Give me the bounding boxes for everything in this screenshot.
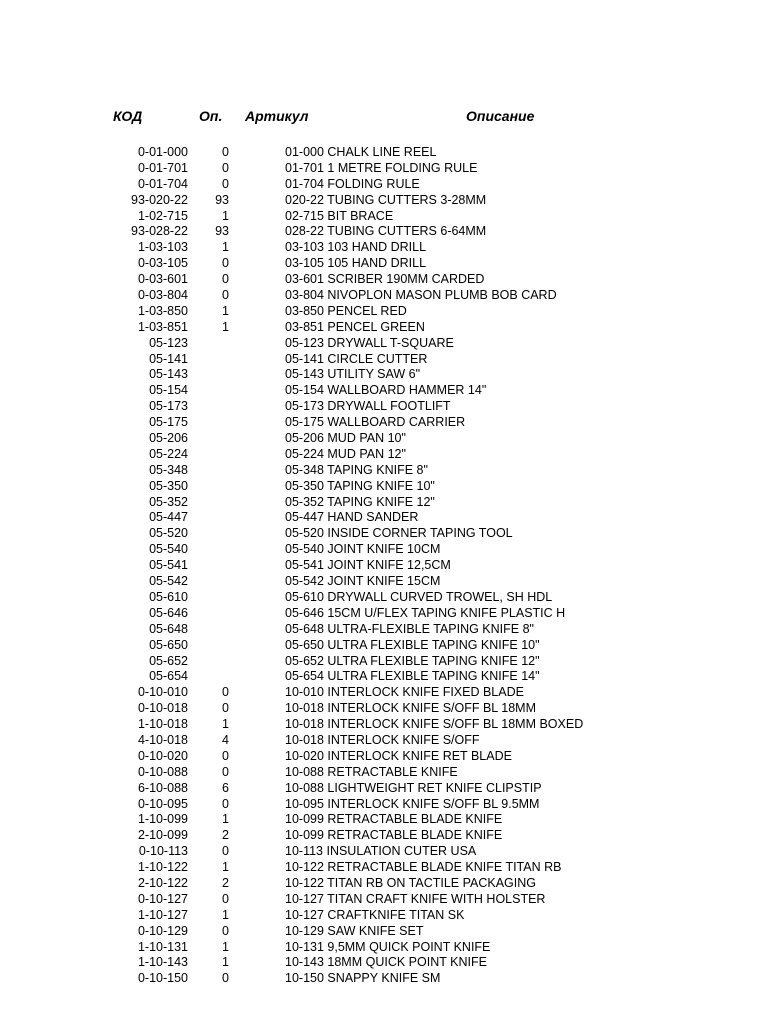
cell-kod: 05-143 bbox=[149, 367, 188, 382]
cell-description: 10-088 RETRACTABLE KNIFE bbox=[285, 764, 458, 779]
cell-description: 10-020 INTERLOCK KNIFE RET BLADE bbox=[285, 748, 512, 763]
cell-description: 05-610 DRYWALL CURVED TROWEL, SH HDL bbox=[285, 589, 553, 604]
table-row bbox=[0, 701, 768, 717]
table-row bbox=[0, 542, 768, 558]
table-row bbox=[0, 749, 768, 765]
cell-op: 0 bbox=[222, 844, 229, 859]
cell-description: 01-000 CHALK LINE REEL bbox=[285, 145, 437, 159]
cell-description: 05-646 15CM U/FLEX TAPING KNIFE PLASTIC H bbox=[285, 605, 566, 620]
cell-description: 05-654 ULTRA FLEXIBLE TAPING KNIFE 14" bbox=[285, 669, 540, 684]
table-row bbox=[0, 654, 768, 670]
table-row bbox=[0, 272, 768, 288]
cell-op: 0 bbox=[222, 891, 229, 906]
table-row bbox=[0, 892, 768, 908]
cell-op: 0 bbox=[222, 272, 229, 287]
cell-description: 10-122 RETRACTABLE BLADE KNIFE TITAN RB bbox=[285, 860, 562, 875]
table-row bbox=[0, 463, 768, 479]
cell-description: 10-127 CRAFTKNIFE TITAN SK bbox=[285, 907, 465, 922]
table-row bbox=[0, 320, 768, 336]
cell-op: 4 bbox=[222, 732, 229, 747]
cell-description: 05-141 CIRCLE CUTTER bbox=[285, 351, 428, 366]
table-row bbox=[0, 558, 768, 574]
cell-kod: 05-654 bbox=[149, 669, 188, 684]
cell-kod: 05-123 bbox=[149, 335, 188, 350]
header-description: Описание bbox=[466, 108, 535, 124]
cell-kod: 0-03-601 bbox=[137, 272, 188, 287]
cell-kod: 2-10-099 bbox=[137, 828, 188, 843]
table-row bbox=[0, 415, 768, 431]
cell-kod: 05-447 bbox=[149, 510, 188, 525]
cell-kod: 05-352 bbox=[149, 494, 188, 509]
cell-op: 1 bbox=[222, 208, 229, 223]
cell-kod: 1-02-715 bbox=[137, 208, 188, 223]
table-row bbox=[0, 177, 768, 193]
cell-description: 020-22 TUBING CUTTERS 3-28MM bbox=[285, 192, 487, 207]
cell-op: 0 bbox=[222, 685, 229, 700]
cell-description: 10-018 INTERLOCK KNIFE S/OFF BL 18MM bbox=[285, 701, 536, 716]
cell-description: 03-851 PENCEL GREEN bbox=[285, 319, 425, 334]
table-row bbox=[0, 924, 768, 940]
table-row bbox=[0, 495, 768, 511]
table-row bbox=[0, 765, 768, 781]
cell-kod: 93-028-22 bbox=[131, 224, 188, 239]
cell-op: 0 bbox=[222, 796, 229, 811]
cell-kod: 05-173 bbox=[149, 399, 188, 414]
cell-kod: 05-520 bbox=[149, 526, 188, 541]
cell-description: 01-701 1 METRE FOLDING RULE bbox=[285, 160, 478, 175]
cell-kod: 0-01-000 bbox=[137, 145, 188, 159]
cell-op: 0 bbox=[222, 160, 229, 175]
cell-kod: 05-350 bbox=[149, 478, 188, 493]
cell-description: 05-173 DRYWALL FOOTLIFT bbox=[285, 399, 451, 414]
cell-op: 0 bbox=[222, 971, 229, 986]
table-row bbox=[0, 145, 768, 161]
cell-description: 05-350 TAPING KNIFE 10" bbox=[285, 478, 435, 493]
table-row bbox=[0, 860, 768, 876]
cell-op: 1 bbox=[222, 907, 229, 922]
cell-description: 05-224 MUD PAN 12" bbox=[285, 446, 406, 461]
cell-description: 05-143 UTILITY SAW 6" bbox=[285, 367, 421, 382]
table-row bbox=[0, 685, 768, 701]
header-kod: КОД bbox=[113, 108, 143, 124]
cell-kod: 05-348 bbox=[149, 462, 188, 477]
cell-kod: 1-10-143 bbox=[137, 955, 188, 970]
cell-op: 1 bbox=[222, 717, 229, 732]
table-row bbox=[0, 193, 768, 209]
cell-description: 10-095 INTERLOCK KNIFE S/OFF BL 9.5MM bbox=[285, 796, 540, 811]
cell-op: 1 bbox=[222, 303, 229, 318]
cell-kod: 0-10-127 bbox=[137, 891, 188, 906]
cell-kod: 05-154 bbox=[149, 383, 188, 398]
table-row bbox=[0, 590, 768, 606]
table-row bbox=[0, 288, 768, 304]
cell-kod: 0-10-088 bbox=[137, 764, 188, 779]
table-row bbox=[0, 447, 768, 463]
cell-description: 02-715 BIT BRACE bbox=[285, 208, 394, 223]
cell-kod: 1-03-851 bbox=[137, 319, 188, 334]
table-row bbox=[0, 797, 768, 813]
cell-description: 05-542 JOINT KNIFE 15CM bbox=[285, 574, 441, 589]
cell-description: 05-206 MUD PAN 10" bbox=[285, 431, 406, 446]
cell-op: 0 bbox=[222, 764, 229, 779]
cell-description: 05-648 ULTRA-FLEXIBLE TAPING KNIFE 8" bbox=[285, 621, 534, 636]
cell-kod: 1-10-018 bbox=[137, 717, 188, 732]
table-row bbox=[0, 669, 768, 685]
cell-op: 0 bbox=[222, 145, 229, 159]
cell-kod: 0-10-129 bbox=[137, 923, 188, 938]
table-row bbox=[0, 876, 768, 892]
cell-kod: 05-141 bbox=[149, 351, 188, 366]
cell-description: 05-520 INSIDE CORNER TAPING TOOL bbox=[285, 526, 513, 541]
cell-description: 10-150 SNAPPY KNIFE SM bbox=[285, 971, 441, 986]
cell-op: 1 bbox=[222, 860, 229, 875]
cell-description: 05-175 WALLBOARD CARRIER bbox=[285, 415, 466, 430]
cell-description: 03-850 PENCEL RED bbox=[285, 303, 407, 318]
table-row bbox=[0, 812, 768, 828]
table-row bbox=[0, 161, 768, 177]
cell-kod: 0-10-020 bbox=[137, 748, 188, 763]
table-row bbox=[0, 638, 768, 654]
cell-description: 01-704 FOLDING RULE bbox=[285, 176, 420, 191]
table-row bbox=[0, 844, 768, 860]
cell-kod: 05-206 bbox=[149, 431, 188, 446]
cell-description: 10-122 TITAN RB ON TACTILE PACKAGING bbox=[285, 875, 536, 890]
table-row bbox=[0, 940, 768, 956]
table-row bbox=[0, 733, 768, 749]
table-row bbox=[0, 224, 768, 240]
cell-op: 0 bbox=[222, 923, 229, 938]
table-row bbox=[0, 606, 768, 622]
table-row bbox=[0, 383, 768, 399]
cell-kod: 1-03-850 bbox=[137, 303, 188, 318]
table-body bbox=[0, 145, 768, 987]
cell-description: 03-804 NIVOPLON MASON PLUMB BOB CARD bbox=[285, 288, 557, 303]
cell-description: 05-541 JOINT KNIFE 12,5CM bbox=[285, 558, 451, 573]
table-row bbox=[0, 352, 768, 368]
cell-description: 10-143 18MM QUICK POINT KNIFE bbox=[285, 955, 487, 970]
cell-op: 1 bbox=[222, 240, 229, 255]
table-row bbox=[0, 971, 768, 987]
table-row bbox=[0, 622, 768, 638]
cell-description: 03-105 105 HAND DRILL bbox=[285, 256, 427, 271]
table-row bbox=[0, 908, 768, 924]
table-row bbox=[0, 304, 768, 320]
cell-description: 10-127 TITAN CRAFT KNIFE WITH HOLSTER bbox=[285, 891, 546, 906]
cell-op: 6 bbox=[222, 780, 229, 795]
cell-op: 0 bbox=[222, 748, 229, 763]
cell-description: 10-018 INTERLOCK KNIFE S/OFF BL 18MM BOXED bbox=[285, 717, 584, 732]
cell-description: 028-22 TUBING CUTTERS 6-64MM bbox=[285, 224, 487, 239]
cell-op: 0 bbox=[222, 701, 229, 716]
cell-kod: 0-03-804 bbox=[137, 288, 188, 303]
table-row bbox=[0, 955, 768, 971]
cell-kod: 1-10-122 bbox=[137, 860, 188, 875]
cell-description: 10-088 LIGHTWEIGHT RET KNIFE CLIPSTIP bbox=[285, 780, 542, 795]
cell-kod: 1-10-099 bbox=[137, 812, 188, 827]
table-header bbox=[0, 108, 768, 128]
cell-description: 10-129 SAW KNIFE SET bbox=[285, 923, 424, 938]
cell-kod: 05-652 bbox=[149, 653, 188, 668]
cell-kod: 0-10-150 bbox=[137, 971, 188, 986]
cell-kod: 05-646 bbox=[149, 605, 188, 620]
cell-kod: 05-650 bbox=[149, 637, 188, 652]
cell-description: 10-018 INTERLOCK KNIFE S/OFF bbox=[285, 732, 480, 747]
cell-description: 10-099 RETRACTABLE BLADE KNIFE bbox=[285, 812, 503, 827]
cell-op: 0 bbox=[222, 288, 229, 303]
cell-kod: 05-610 bbox=[149, 589, 188, 604]
table-row bbox=[0, 240, 768, 256]
cell-kod: 2-10-122 bbox=[137, 875, 188, 890]
cell-kod: 05-648 bbox=[149, 621, 188, 636]
cell-kod: 1-03-103 bbox=[137, 240, 188, 255]
cell-kod: 0-10-113 bbox=[138, 844, 188, 859]
cell-kod: 0-01-704 bbox=[137, 176, 188, 191]
cell-kod: 0-01-701 bbox=[137, 160, 188, 175]
cell-kod: 0-10-018 bbox=[137, 701, 188, 716]
cell-kod: 4-10-018 bbox=[137, 732, 188, 747]
cell-description: 10-099 RETRACTABLE BLADE KNIFE bbox=[285, 828, 503, 843]
cell-description: 05-123 DRYWALL T-SQUARE bbox=[285, 335, 454, 350]
cell-op: 0 bbox=[222, 256, 229, 271]
cell-description: 03-601 SCRIBER 190MM CARDED bbox=[285, 272, 485, 287]
table-row bbox=[0, 256, 768, 272]
table-row bbox=[0, 336, 768, 352]
header-op: Оп. bbox=[199, 108, 223, 124]
cell-kod: 05-175 bbox=[149, 415, 188, 430]
table-row bbox=[0, 399, 768, 415]
table-row bbox=[0, 510, 768, 526]
cell-kod: 05-542 bbox=[149, 574, 188, 589]
cell-description: 10-131 9,5MM QUICK POINT KNIFE bbox=[285, 939, 491, 954]
header-article: Артикул bbox=[245, 108, 309, 124]
cell-op: 1 bbox=[222, 939, 229, 954]
cell-kod: 0-10-010 bbox=[137, 685, 188, 700]
cell-description: 05-650 ULTRA FLEXIBLE TAPING KNIFE 10" bbox=[285, 637, 540, 652]
cell-op: 1 bbox=[222, 319, 229, 334]
table-row bbox=[0, 574, 768, 590]
table-row bbox=[0, 479, 768, 495]
table-row bbox=[0, 367, 768, 383]
cell-kod: 1-10-131 bbox=[137, 939, 188, 954]
table-row bbox=[0, 209, 768, 225]
cell-kod: 0-03-105 bbox=[137, 256, 188, 271]
cell-op: 2 bbox=[222, 828, 229, 843]
table-row bbox=[0, 431, 768, 447]
table-row bbox=[0, 717, 768, 733]
cell-op: 93 bbox=[215, 224, 229, 239]
cell-op: 1 bbox=[222, 812, 229, 827]
cell-op: 0 bbox=[222, 176, 229, 191]
cell-kod: 0-10-095 bbox=[137, 796, 188, 811]
cell-description: 10-113 INSULATION CUTER USA bbox=[285, 844, 477, 859]
cell-description: 05-154 WALLBOARD HAMMER 14" bbox=[285, 383, 487, 398]
cell-op: 2 bbox=[222, 875, 229, 890]
cell-kod: 6-10-088 bbox=[137, 780, 188, 795]
cell-description: 05-540 JOINT KNIFE 10CM bbox=[285, 542, 441, 557]
table-row bbox=[0, 781, 768, 797]
cell-description: 10-010 INTERLOCK KNIFE FIXED BLADE bbox=[285, 685, 524, 700]
table-row bbox=[0, 828, 768, 844]
cell-description: 03-103 103 HAND DRILL bbox=[285, 240, 427, 255]
cell-description: 05-352 TAPING KNIFE 12" bbox=[285, 494, 435, 509]
table-row bbox=[0, 526, 768, 542]
cell-description: 05-348 TAPING KNIFE 8" bbox=[285, 462, 428, 477]
cell-kod: 05-224 bbox=[149, 446, 188, 461]
cell-kod: 05-541 bbox=[149, 558, 188, 573]
cell-op: 1 bbox=[222, 955, 229, 970]
cell-description: 05-652 ULTRA FLEXIBLE TAPING KNIFE 12" bbox=[285, 653, 540, 668]
cell-kod: 05-540 bbox=[149, 542, 188, 557]
cell-kod: 1-10-127 bbox=[137, 907, 188, 922]
cell-description: 05-447 HAND SANDER bbox=[285, 510, 419, 525]
cell-kod: 93-020-22 bbox=[131, 192, 188, 207]
cell-op: 93 bbox=[215, 192, 229, 207]
